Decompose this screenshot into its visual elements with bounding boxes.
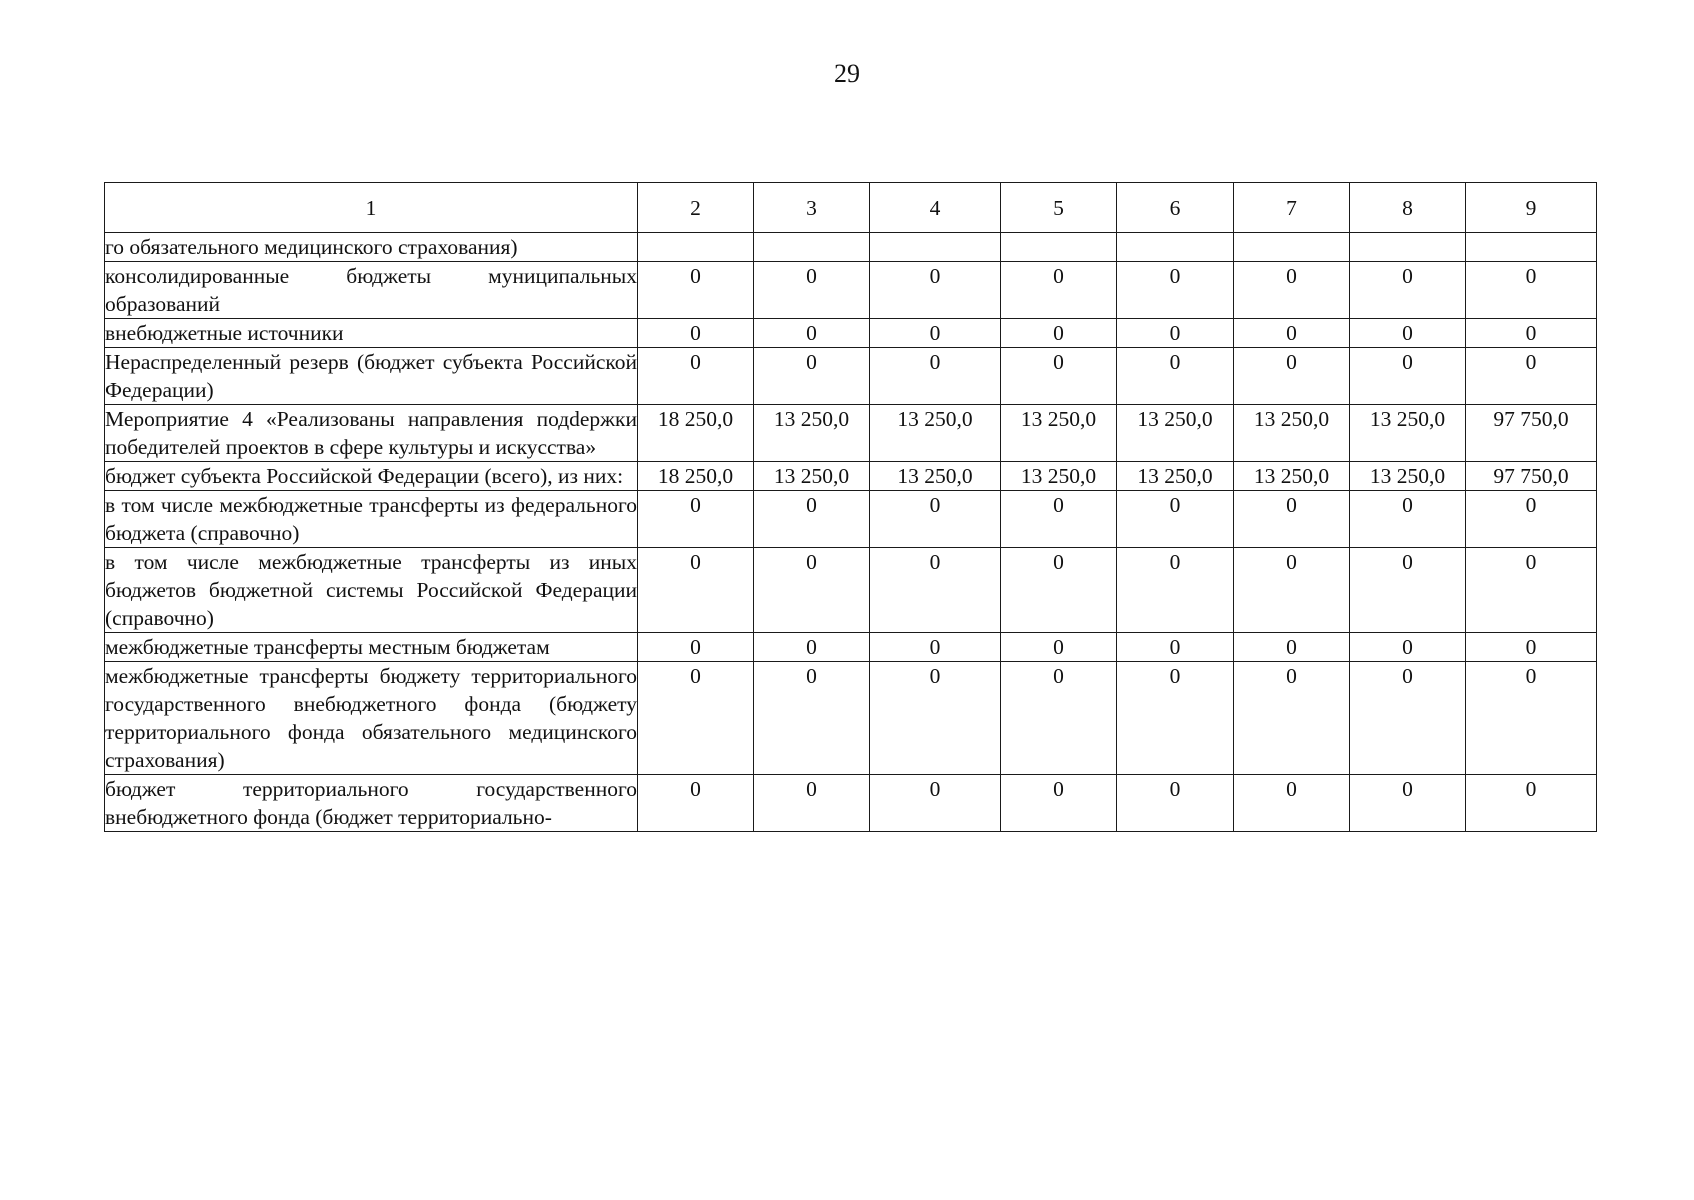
cell-value: 0 [1117, 633, 1234, 662]
row-label: внебюджетные источники [105, 319, 638, 348]
cell-value: 13 250,0 [1234, 405, 1350, 462]
column-header-9: 9 [1466, 183, 1597, 233]
column-header-7: 7 [1234, 183, 1350, 233]
cell-value [638, 233, 754, 262]
header-row [105, 183, 1597, 233]
cell-value: 0 [638, 491, 754, 548]
table-row [105, 348, 1597, 405]
row-label: бюджет субъекта Российской Федерации (всего), из них: [105, 462, 638, 491]
cell-value: 0 [870, 319, 1001, 348]
cell-value: 0 [1350, 319, 1466, 348]
cell-value: 0 [1117, 775, 1234, 832]
cell-value: 0 [1001, 548, 1117, 633]
cell-value: 0 [638, 662, 754, 775]
row-label: Нераспределенный резерв (бюджет субъекта Российской Федерации) [105, 348, 638, 405]
cell-value: 13 250,0 [1117, 405, 1234, 462]
cell-value: 0 [1001, 319, 1117, 348]
cell-value [754, 233, 870, 262]
cell-value: 0 [1466, 319, 1597, 348]
cell-value: 13 250,0 [870, 405, 1001, 462]
cell-value: 0 [1234, 348, 1350, 405]
cell-value: 0 [1234, 319, 1350, 348]
cell-value: 0 [754, 775, 870, 832]
cell-value: 0 [1117, 548, 1234, 633]
cell-value [1001, 233, 1117, 262]
row-label: межбюджетные трансферты бюджету территориального государственного внебюджетного фонда (бюджету территориального фонда обязательного медицинского страхования) [105, 662, 638, 775]
row-label: го обязательного медицинского страхования) [105, 233, 638, 262]
cell-value [1466, 233, 1597, 262]
column-header-3: 3 [754, 183, 870, 233]
table-row [105, 775, 1597, 832]
cell-value: 0 [1234, 633, 1350, 662]
cell-value: 0 [1466, 775, 1597, 832]
column-header-2: 2 [638, 183, 754, 233]
cell-value: 0 [1466, 662, 1597, 775]
cell-value: 13 250,0 [870, 462, 1001, 491]
cell-value: 0 [754, 348, 870, 405]
cell-value: 0 [1350, 348, 1466, 405]
cell-value: 0 [1466, 262, 1597, 319]
table-body [105, 233, 1597, 832]
table-row [105, 405, 1597, 462]
table-row [105, 233, 1597, 262]
row-label: в том числе межбюджетные трансферты из иных бюджетов бюджетной системы Российской Федерации (справочно) [105, 548, 638, 633]
page-number: 29 [834, 59, 860, 88]
cell-value: 0 [1466, 348, 1597, 405]
cell-value: 97 750,0 [1466, 462, 1597, 491]
cell-value: 0 [638, 548, 754, 633]
cell-value: 0 [870, 662, 1001, 775]
cell-value: 0 [1350, 775, 1466, 832]
budget-table [104, 182, 1597, 832]
cell-value: 13 250,0 [1350, 405, 1466, 462]
cell-value: 0 [1350, 633, 1466, 662]
cell-value: 0 [754, 633, 870, 662]
cell-value: 0 [1234, 775, 1350, 832]
column-header-6: 6 [1117, 183, 1234, 233]
cell-value: 0 [1117, 491, 1234, 548]
table-row [105, 462, 1597, 491]
cell-value: 0 [638, 348, 754, 405]
cell-value: 0 [1001, 348, 1117, 405]
cell-value: 0 [870, 348, 1001, 405]
cell-value: 0 [754, 491, 870, 548]
cell-value: 0 [754, 319, 870, 348]
cell-value: 0 [1001, 491, 1117, 548]
cell-value: 0 [1001, 262, 1117, 319]
table-row [105, 491, 1597, 548]
cell-value: 0 [638, 633, 754, 662]
cell-value: 0 [870, 262, 1001, 319]
cell-value: 13 250,0 [754, 462, 870, 491]
cell-value [1234, 233, 1350, 262]
cell-value: 0 [1466, 548, 1597, 633]
cell-value: 0 [1350, 491, 1466, 548]
cell-value: 0 [754, 262, 870, 319]
table-row [105, 262, 1597, 319]
cell-value: 0 [1001, 633, 1117, 662]
cell-value: 0 [638, 262, 754, 319]
cell-value: 0 [754, 662, 870, 775]
cell-value: 0 [1001, 775, 1117, 832]
cell-value: 0 [1234, 491, 1350, 548]
row-label: бюджет территориального государственного внебюджетного фонда (бюджет территориально- [105, 775, 638, 832]
cell-value: 0 [1466, 633, 1597, 662]
cell-value: 0 [1350, 662, 1466, 775]
row-label: консолидированные бюджеты муниципальных образований [105, 262, 638, 319]
cell-value: 13 250,0 [754, 405, 870, 462]
row-label: Мероприятие 4 «Реализованы направления подdержки победителей проектов в сфере культуры и искусства» [105, 405, 638, 462]
cell-value: 0 [870, 633, 1001, 662]
cell-value: 0 [870, 491, 1001, 548]
cell-value: 18 250,0 [638, 405, 754, 462]
cell-value: 13 250,0 [1117, 462, 1234, 491]
cell-value: 0 [870, 548, 1001, 633]
cell-value: 0 [1117, 348, 1234, 405]
cell-value: 0 [870, 775, 1001, 832]
cell-value [870, 233, 1001, 262]
cell-value [1117, 233, 1234, 262]
cell-value: 13 250,0 [1001, 405, 1117, 462]
cell-value [1350, 233, 1466, 262]
cell-value: 0 [1117, 262, 1234, 319]
cell-value: 0 [638, 775, 754, 832]
cell-value: 0 [1234, 662, 1350, 775]
cell-value: 0 [1117, 319, 1234, 348]
cell-value: 18 250,0 [638, 462, 754, 491]
table-row [105, 662, 1597, 775]
row-label: межбюджетные трансферты местным бюджетам [105, 633, 638, 662]
cell-value: 0 [1234, 262, 1350, 319]
cell-value: 0 [1350, 262, 1466, 319]
cell-value: 13 250,0 [1234, 462, 1350, 491]
cell-value: 0 [1001, 662, 1117, 775]
cell-value: 97 750,0 [1466, 405, 1597, 462]
row-label: в том числе межбюджетные трансферты из федерального бюджета (справочно) [105, 491, 638, 548]
cell-value: 0 [1117, 662, 1234, 775]
table-header [105, 183, 1597, 233]
table-row [105, 548, 1597, 633]
column-header-4: 4 [870, 183, 1001, 233]
cell-value: 13 250,0 [1001, 462, 1117, 491]
column-header-8: 8 [1350, 183, 1466, 233]
cell-value: 0 [1350, 548, 1466, 633]
cell-value: 0 [1234, 548, 1350, 633]
cell-value: 0 [1466, 491, 1597, 548]
table-row [105, 633, 1597, 662]
table-row [105, 319, 1597, 348]
column-header-1: 1 [105, 183, 638, 233]
cell-value: 0 [754, 548, 870, 633]
cell-value: 0 [638, 319, 754, 348]
cell-value: 13 250,0 [1350, 462, 1466, 491]
column-header-5: 5 [1001, 183, 1117, 233]
